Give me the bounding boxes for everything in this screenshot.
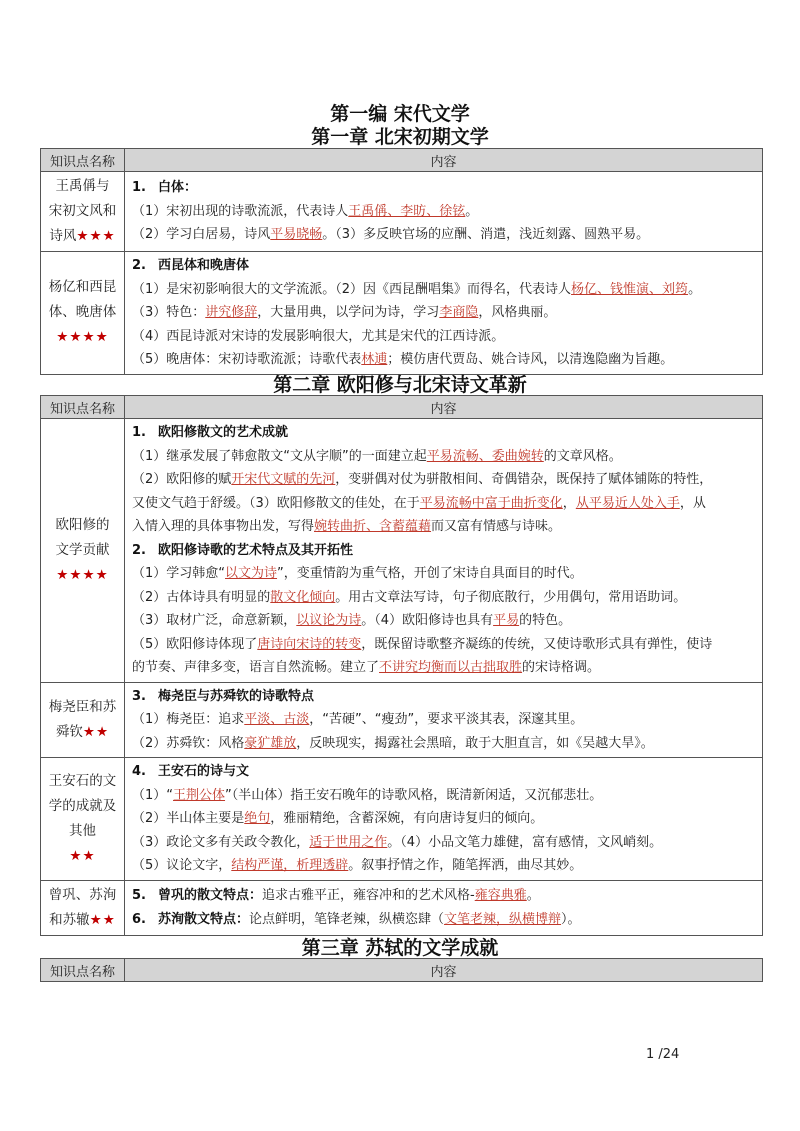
content-cell (125, 758, 763, 881)
knowledge-point-name: 王禹偁与 宋初文风和 诗风★★★ (41, 172, 125, 252)
content-cell (125, 880, 763, 935)
section-heading: 3. 梅尧臣与苏舜钦的诗歌特点 (132, 688, 315, 704)
chapter-1-title: 第一章 北宋初期文学 (311, 126, 489, 148)
chapter-3-table (40, 958, 763, 982)
chapter-2-table (40, 395, 763, 936)
section-heading: 2. 欧阳修诗歌的艺术特点及其开拓性 (132, 542, 354, 558)
header-content: 内容 (125, 396, 763, 419)
content-line: （4）西昆诗派对宋诗的发展影响很大，尤其是宋代的江西诗派。 (132, 328, 505, 344)
header-content: 内容 (125, 959, 763, 982)
knowledge-point-name: 梅尧臣和苏 舜钦★★ (41, 682, 125, 758)
content-cell (125, 419, 763, 683)
importance-stars: ★★ (69, 847, 96, 864)
content-line: （5）欧阳修诗体现了唐诗向宋诗的转变，既保留诗歌整齐凝练的传统，又使诗歌形式具有弹性，使诗 (132, 636, 713, 652)
importance-stars: ★★★ (76, 228, 116, 244)
content-line: （2）古体诗具有明显的散文化倾向。用古文章法写诗，句子彻底散行，少用偶句，常用语助词。 (132, 589, 687, 605)
content-line: （3）特色：讲究修辞，大量用典，以学问为诗，学习李商隐，风格典丽。 (132, 305, 557, 320)
content-line: （1）是宋初影响很大的文学流派。（2）因《西昆酬唱集》而得名，代表诗人杨亿、钱惟演、刘筠。 (132, 281, 702, 297)
importance-stars: ★★★★ (56, 566, 109, 583)
knowledge-point-name: 杨亿和西昆 体、晚唐体 ★★★★ (41, 252, 125, 375)
table-header-row (41, 149, 763, 172)
content-cell (125, 172, 763, 252)
chapter-1-table (40, 148, 763, 375)
header-knowledge-point: 知识点名称 (41, 396, 125, 419)
content-line: （1）宋初出现的诗歌流派，代表诗人王禹偁、李昉、徐铉。 (132, 203, 479, 219)
knowledge-point-name: 欧阳修的 文学贡献 ★★★★ (41, 419, 125, 683)
section-heading: 1. 欧阳修散文的艺术成就 (132, 425, 289, 440)
content-line: （2）苏舜钦：风格豪犷雄放，反映现实，揭露社会黑暗，敢于大胆直言，如《吴越大旱》。 (132, 735, 654, 751)
table-row (41, 682, 763, 758)
content-line: （3）取材广泛，命意新颖，以议论为诗。（4）欧阳修诗也具有平易的特色。 (132, 613, 572, 628)
page-number: 1 /24 (646, 1047, 680, 1062)
table-row (41, 419, 763, 683)
table-row (41, 880, 763, 935)
content-line: 的节奏、声律多变，语言自然流畅。建立了不讲究均衡而以古拙取胜的宋诗格调。 (132, 660, 601, 675)
content-line: 又使文气趋于舒缓。（3）欧阳修散文的佳处，在于平易流畅中富于曲折变化，从平易近人处入手，从 (132, 495, 706, 511)
section-heading: 2. 西昆体和晚唐体 (132, 258, 250, 273)
importance-stars: ★★ (89, 911, 116, 928)
chapter-2-title: 第二章 欧阳修与北宋诗文革新 (273, 374, 527, 396)
content-line: （3）政论文多有关政令教化，适于世用之作。（4）小品文笔力雄健，富有感情，文风峭刻。 (132, 834, 663, 850)
content-line: （1）学习韩愈“以文为诗”，变重情韵为重气格，开创了宋诗自具面目的时代。 (132, 566, 583, 581)
content-line: （1）“王荆公体”（半山体）指王安石晚年的诗歌风格，既清新闲适，又沉郁悲壮。 (132, 787, 603, 803)
importance-stars: ★★★★ (56, 329, 109, 346)
table-row (41, 252, 763, 375)
content-line: （1）继承发展了韩愈散文“文从字顺”的一面建立起平易流畅、委曲婉转的文章风格。 (132, 448, 622, 464)
content-line: （2）学习白居易，诗风平易晓畅。（3）多反映官场的应酬、消遣，浅近刻露、圆熟平易。 (132, 227, 650, 243)
knowledge-point-name: 曾巩、苏洵 和苏辙★★ (41, 880, 125, 935)
table-row (41, 172, 763, 252)
content-line: （2）欧阳修的赋开宋代文赋的先河，变骈偶对仗为骈散相间、奇偶错杂，既保持了赋体铺陈的特性， (132, 472, 713, 487)
section-heading: 4. 王安石的诗与文 (132, 764, 250, 779)
content-line: （2）半山体主要是绝句，雅丽精绝，含蓄深婉，有向唐诗复归的倾向。 (132, 811, 544, 826)
table-header-row (41, 959, 763, 982)
content-line: 入情入理的具体事物出发，写得婉转曲折、含蓄蕴藉而又富有情感与诗味。 (132, 519, 562, 534)
content-cell (125, 252, 763, 375)
content-line: 5. 曾巩的散文特点：追求古雅平正，雍容冲和的艺术风格-雍容典雅。 (132, 888, 540, 903)
content-line: 6. 苏洵散文特点：论点鲜明，笔锋老辣，纵横恣肆（文笔老辣，纵横博辩）。 (132, 911, 581, 927)
chapter-3-title: 第三章 苏轼的文学成就 (301, 937, 499, 959)
part-title: 第一编 宋代文学 (330, 103, 470, 125)
content-line: （1）梅尧臣：追求平淡、古淡，“苦硬”、“瘦劲”，要求平淡其表，深邃其里。 (132, 712, 584, 727)
importance-stars: ★★ (82, 723, 110, 740)
content-cell (125, 682, 763, 758)
header-content: 内容 (125, 149, 763, 172)
header-knowledge-point: 知识点名称 (41, 959, 125, 982)
table-row (41, 758, 763, 881)
section-heading: 1. 白体： (132, 180, 198, 196)
knowledge-point-name: 王安石的文 学的成就及 其他 ★★ (41, 758, 125, 881)
content-line: （5）议论文字，结构严谨，析理透辟。叙事抒情之作，随笔挥洒，曲尽其妙。 (132, 858, 583, 873)
table-header-row (41, 396, 763, 419)
content-line: （5）晚唐体：宋初诗歌流派；诗歌代表林逋；模仿唐代贾岛、姚合诗风，以清逸隐幽为旨趣。 (132, 352, 674, 367)
header-knowledge-point: 知识点名称 (41, 149, 125, 172)
